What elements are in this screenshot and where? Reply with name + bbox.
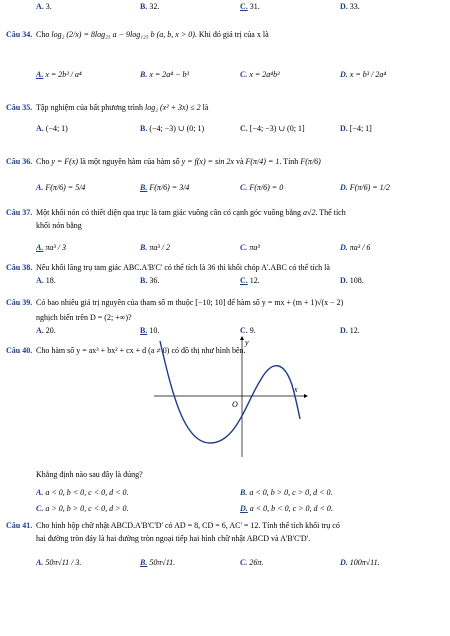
question-38-stem: Nếu khối lăng trụ tam giác ABC.A'B'C' có thể tích là 36 thì khối chóp A'.ABC có thể tích là bbox=[36, 263, 330, 272]
option-text: 108 bbox=[349, 276, 362, 285]
option-text: 26π bbox=[249, 558, 262, 567]
option-text: 33 bbox=[349, 2, 358, 11]
question-35-stem bbox=[36, 103, 208, 112]
option-text: (−4; −3) ∪ (0; 1) bbox=[149, 124, 205, 133]
top-option-a: A. 3. bbox=[36, 2, 52, 11]
q37-option-d: D. πa³ / 6 bbox=[340, 243, 371, 252]
q40-option-b: B. a < 0, b > 0, c > 0, d < 0. bbox=[240, 488, 333, 497]
q36-option-a: A. F(π/6) = 5/4 bbox=[36, 183, 86, 192]
option-text: x = 2b³ / a⁴ bbox=[45, 70, 82, 79]
option-text: 32 bbox=[149, 2, 158, 11]
question-41-stem-line2: hai đường tròn đáy là hai đường tròn ngoại tiếp hai hình chữ nhật ABCD và A'B'C'D'. bbox=[36, 534, 311, 543]
q39-option-c: C. 9. bbox=[240, 326, 256, 335]
q35-option-d: D. [−4; 1] bbox=[340, 124, 372, 133]
question-36-stem bbox=[36, 157, 321, 166]
option-text: πa³ / 6 bbox=[349, 243, 371, 252]
question-number: Câu 38. bbox=[6, 263, 33, 272]
stem-text: . Thể tích bbox=[315, 208, 346, 217]
option-text: a < 0, b < 0, c < 0, d < 0 bbox=[45, 488, 127, 497]
stem-text: Một khối nón có thiết diện qua trục là tam giác vuông cân có cạnh góc vuông bằng bbox=[36, 208, 302, 217]
q36-option-d: D. F(π/6) = 1/2 bbox=[340, 183, 390, 192]
equation: F(π/6) bbox=[300, 157, 321, 166]
option-text: 20 bbox=[45, 326, 54, 335]
q34-option-a: A. x = 2b³ / a⁴ bbox=[36, 70, 82, 79]
option-text: (−4; 1) bbox=[45, 124, 68, 133]
question-number: Câu 34. bbox=[6, 30, 33, 39]
q38-option-d: D. 108. bbox=[340, 276, 364, 285]
q39-option-b: B. 10. bbox=[140, 326, 160, 335]
option-text: 12 bbox=[349, 326, 358, 335]
function-curve bbox=[160, 341, 300, 443]
q37-option-b: B. πa³ / 2 bbox=[140, 243, 170, 252]
q38-option-b: B. 36. bbox=[140, 276, 160, 285]
question-39-stem-line2: nghịch biến trên D = (2; +∞)? bbox=[36, 313, 132, 322]
question-40-ask: Khẳng định nào sau đây là đúng? bbox=[36, 470, 143, 479]
q37-option-a: A. πa³ / 3 bbox=[36, 243, 66, 252]
option-text: πa³ bbox=[249, 243, 260, 252]
option-text: 50π√11 bbox=[149, 558, 174, 567]
stem-text: Cho bbox=[36, 157, 50, 166]
q40-option-c: C. a > 0, b > 0, c < 0, d > 0. bbox=[36, 504, 129, 513]
option-text: a < 0, b > 0, c > 0, d < 0 bbox=[249, 488, 331, 497]
question-number: Câu 35. bbox=[6, 103, 33, 112]
q34-option-c: C. x = 2a⁴b³ bbox=[240, 70, 280, 79]
question-37-stem-line2: khối nón bằng bbox=[36, 221, 82, 230]
stem-text: Cho bbox=[36, 30, 50, 39]
option-text: πa³ / 2 bbox=[149, 243, 170, 252]
option-text: 9 bbox=[249, 326, 254, 335]
q35-option-c: C. [−4; −3) ∪ (0; 1] bbox=[240, 124, 305, 133]
question-number: Câu 36. bbox=[6, 157, 33, 166]
stem-text: . Khi đó giá trị của x là bbox=[194, 30, 269, 39]
option-text: F(π/6) = 5/4 bbox=[45, 183, 86, 192]
q39-option-a: A. 20. bbox=[36, 326, 56, 335]
cubic-function-graph bbox=[150, 333, 310, 461]
y-axis-label: y bbox=[245, 338, 249, 347]
option-text: x = 2a⁴b³ bbox=[249, 70, 280, 79]
origin-label: O bbox=[232, 400, 238, 409]
q40-option-d: D. a < 0, b < 0, c > 0, d < 0. bbox=[240, 504, 333, 513]
option-text: x = 2a⁴ − b³ bbox=[149, 70, 189, 79]
question-39-stem: Có bao nhiêu giá trị nguyên của tham số m thuộc [−10; 10] để hàm số y = mx + (m + 1)√(x − 2) bbox=[36, 298, 344, 307]
option-text: 50π√11 / 3 bbox=[45, 558, 80, 567]
q37-option-c: C. πa³ bbox=[240, 243, 260, 252]
option-text: 18 bbox=[45, 276, 54, 285]
option-text: F(π/6) = 3/4 bbox=[149, 183, 190, 192]
y-axis-arrow-icon bbox=[240, 336, 244, 340]
q36-option-c: C. F(π/6) = 0 bbox=[240, 183, 284, 192]
option-text: 12 bbox=[249, 276, 258, 285]
option-text: 100π√11 bbox=[349, 558, 378, 567]
question-number: Câu 41. bbox=[6, 521, 33, 530]
x-axis-label: x bbox=[294, 385, 298, 394]
q40-option-a: A. a < 0, b < 0, c < 0, d < 0. bbox=[36, 488, 129, 497]
option-text: [−4; 1] bbox=[349, 124, 372, 133]
top-option-d: D. 33. bbox=[340, 2, 360, 11]
question-number: Câu 37. bbox=[6, 208, 33, 217]
question-41-stem: Cho hình hộp chữ nhật ABCD.A'B'C'D' có AD = 8, CD = 6, AC' = 12. Tính thể tích khối trụ có bbox=[36, 521, 340, 530]
q41-option-d: D. 100π√11. bbox=[340, 558, 380, 567]
option-text: 10 bbox=[149, 326, 158, 335]
stem-text: là một nguyên hàm của hàm số bbox=[80, 157, 180, 166]
q41-option-b: B. 50π√11. bbox=[140, 558, 176, 567]
top-option-c: C. 31. bbox=[240, 2, 260, 11]
question-34-stem bbox=[36, 30, 269, 39]
stem-text: và bbox=[235, 157, 244, 166]
equation: y = F(x) bbox=[51, 157, 79, 166]
equation: log₂ (2/x) = 8log₂₅ a − 9log₁₂₅ b (a, b, x > 0) bbox=[51, 30, 195, 39]
equation: F(π/4) = 1 bbox=[245, 157, 280, 166]
option-text: F(π/6) = 0 bbox=[249, 183, 284, 192]
q38-option-c: C. 12. bbox=[240, 276, 260, 285]
q35-option-a: A. (−4; 1) bbox=[36, 124, 68, 133]
stem-text: là bbox=[202, 103, 209, 112]
x-axis-arrow-icon bbox=[304, 394, 308, 398]
option-text: x = b³ / 2a⁴ bbox=[349, 70, 387, 79]
option-text: a > 0, b > 0, c < 0, d > 0 bbox=[45, 504, 127, 513]
option-text: 36 bbox=[149, 276, 158, 285]
option-text: a < 0, b < 0, c > 0, d < 0 bbox=[249, 504, 331, 513]
q38-option-a: A. 18. bbox=[36, 276, 56, 285]
q41-option-c: C. 26π. bbox=[240, 558, 264, 567]
q34-option-b: B. x = 2a⁴ − b³ bbox=[140, 70, 189, 79]
option-text: F(π/6) = 1/2 bbox=[349, 183, 390, 192]
equation: log₂ (x² + 3x) ≤ 2 bbox=[144, 103, 201, 112]
stem-text: . Tính bbox=[279, 157, 299, 166]
top-option-b: B. 32. bbox=[140, 2, 160, 11]
question-number: Câu 39. bbox=[6, 298, 33, 307]
equation: a√2 bbox=[303, 208, 316, 217]
option-text: 31 bbox=[249, 2, 258, 11]
question-number: Câu 40. bbox=[6, 346, 33, 355]
q35-option-b: B. (−4; −3) ∪ (0; 1) bbox=[140, 124, 205, 133]
q36-option-b: B. F(π/6) = 3/4 bbox=[140, 183, 190, 192]
q41-option-a: A. 50π√11 / 3. bbox=[36, 558, 82, 567]
option-text: πa³ / 3 bbox=[45, 243, 66, 252]
q34-option-d: D. x = b³ / 2a⁴ bbox=[340, 70, 387, 79]
question-40-stem: Cho hàm số y = ax³ + bx² + cx + d (a ≠ 0) có đồ thị như hình bên. bbox=[36, 346, 246, 355]
equation: y = f(x) = sin 2x bbox=[181, 157, 234, 166]
question-37-stem bbox=[36, 208, 346, 217]
q39-option-d: D. 12. bbox=[340, 326, 360, 335]
stem-text: Tập nghiệm của bất phương trình bbox=[36, 103, 143, 112]
option-text: [−4; −3) ∪ (0; 1] bbox=[249, 124, 305, 133]
option-text: 3 bbox=[45, 2, 50, 11]
